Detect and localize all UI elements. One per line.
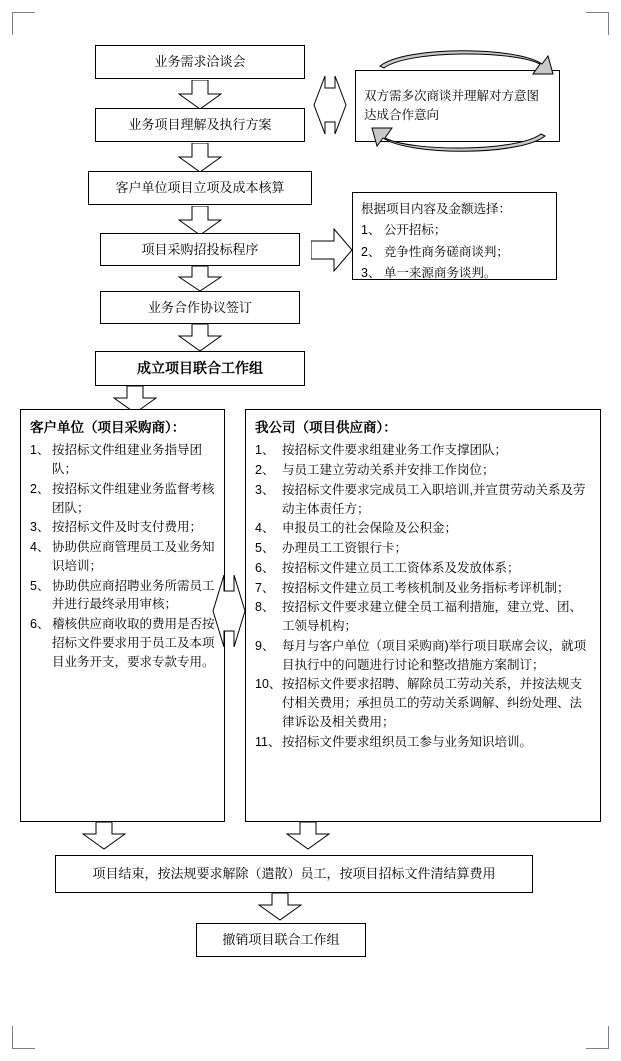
node-bidding-options-note <box>352 192 557 280</box>
node-label: 业务项目理解及执行方案 <box>128 117 272 133</box>
list-item <box>30 518 215 537</box>
list-item-text: 按招标文件要求组织员工参与业务知识培训。 <box>282 734 533 749</box>
node-label: 客户单位项目立项及成本核算 <box>115 180 285 196</box>
list-item-text: 按招标文件建立员工考核机制及业务指标考评机制； <box>282 580 570 595</box>
list-item <box>255 733 591 752</box>
arrow-down-1 <box>178 80 222 110</box>
list-item-number: 5、 <box>255 541 275 555</box>
list-item-text: 每月与客户单位（项目采购商)举行项目联席会议，就项目执行中的问题进行讨论和整改措施方案制订； <box>282 638 587 672</box>
list-item-text: 协助供应商管理员工及业务知识培训； <box>52 540 215 573</box>
node-procurement-bidding-process <box>100 233 300 266</box>
list-item-text: 按招标文件要求招聘、解除员工劳动关系，并按法规支付相关费用；承担员工的劳动关系调解、纠纷处理、法律诉讼及相关费用； <box>282 677 583 729</box>
list-item <box>255 441 591 460</box>
crop-mark-top-right <box>586 12 609 35</box>
list-item-number: 7、 <box>255 580 275 595</box>
list-item-number: 1、 <box>255 443 275 458</box>
list-item <box>255 539 591 558</box>
list-item-text: 协助供应商招聘业务所需员工并进行最终录用审核； <box>52 578 215 612</box>
list-item <box>255 481 591 519</box>
list-item <box>255 519 591 538</box>
list-item-number: 4、 <box>255 521 275 536</box>
arrow-down-2 <box>178 143 222 173</box>
list-item-text: 按招标文件要求完成员工入职培训,并宣贯劳动关系及劳动主体责任方； <box>282 482 586 516</box>
list-item-text: 与员工建立劳动关系并安排工作岗位； <box>282 463 495 477</box>
node-project-end-settlement <box>55 855 533 893</box>
node-dissolve-joint-working-group <box>196 923 366 957</box>
client-responsibility-list <box>30 441 215 671</box>
list-item <box>255 579 591 598</box>
node-label: 成立项目联合工作组 <box>137 360 263 376</box>
list-item <box>255 675 591 731</box>
list-item <box>255 637 591 675</box>
arrow-down-right-panel <box>286 822 330 850</box>
list-item <box>30 480 215 518</box>
list-item-text: 办理员工工资银行卡； <box>282 541 408 555</box>
list-item-number: 2、 <box>255 463 275 477</box>
list-item <box>30 615 215 671</box>
arrow-down-left-panel <box>82 822 126 850</box>
supplier-responsibility-list <box>255 441 591 751</box>
list-item-text: 按招标文件要求建立健全员工福利措施，建立党、团、工领导机构； <box>282 600 583 633</box>
list-item-number: 3、 <box>30 520 50 535</box>
crop-mark-bottom-right <box>586 1026 609 1049</box>
list-item-text: 按招标文件组建业务指导团队； <box>52 443 203 476</box>
loop-arrows-icon <box>350 38 575 164</box>
panel-client-responsibilities <box>20 409 225 822</box>
bid-note-item-3: 3、 单一来源商务谈判。 <box>361 265 497 280</box>
double-arrow-horizontal-1 <box>313 76 347 134</box>
list-item-number: 10、 <box>255 677 282 692</box>
list-item-text: 稽核供应商收取的费用是否按招标文件要求用于员工及本项目业务开支，要求专款专用。 <box>52 617 215 669</box>
node-label: 项目结束，按法规要求解除（遣散）员工，按项目招标文件清结算费用 <box>92 866 496 882</box>
arrow-right-bid-note <box>311 228 353 272</box>
list-item-number: 2、 <box>30 481 50 496</box>
arrow-down-5 <box>178 324 222 352</box>
bid-note-item-1: 1、 公开招标； <box>361 223 447 238</box>
list-item-number: 4、 <box>30 540 50 554</box>
list-item-number: 9、 <box>255 638 275 653</box>
node-label: 业务合作协议签订 <box>147 299 252 315</box>
arrow-down-3 <box>178 206 222 236</box>
node-project-understanding-plan <box>95 108 305 142</box>
list-item <box>255 461 591 480</box>
list-item-text: 申报员工的社会保险及公积金； <box>282 521 458 536</box>
node-label: 撤销项目联合工作组 <box>222 932 340 948</box>
list-item <box>30 441 215 479</box>
list-item-text: 按招标文件建立员工工资体系及发放体系； <box>282 560 520 575</box>
node-business-requirement-meeting <box>95 45 305 79</box>
list-item-text: 按招标文件及时支付费用； <box>52 520 203 535</box>
list-item-number: 6、 <box>255 560 275 575</box>
crop-mark-top-left <box>12 12 35 35</box>
list-item-number: 8、 <box>255 600 275 615</box>
node-cooperation-agreement-signing <box>100 291 300 324</box>
list-item-text: 按招标文件组建业务监督考核团队； <box>52 481 215 515</box>
list-item-number: 1、 <box>30 443 50 458</box>
double-arrow-horizontal-2 <box>212 575 246 647</box>
list-item <box>255 559 591 578</box>
bid-note-heading: 根据项目内容及金额选择： <box>361 202 512 216</box>
node-establish-joint-working-group <box>95 351 305 386</box>
crop-mark-bottom-left <box>12 1026 35 1049</box>
loop-note-text: 双方需多次商谈并理解对方意图达成合作意向 <box>364 89 540 122</box>
list-item-number: 3、 <box>255 482 275 497</box>
arrow-down-4 <box>178 266 222 292</box>
panel-title: 客户单位（项目采购商）： <box>30 420 186 435</box>
list-item <box>30 538 215 576</box>
list-item <box>30 577 215 615</box>
node-client-project-setup-cost <box>88 171 312 205</box>
list-item-text: 按招标文件要求组建业务工作支撑团队； <box>282 443 508 458</box>
node-label: 业务需求洽谈会 <box>154 54 246 70</box>
list-item-number: 11、 <box>255 734 281 749</box>
list-item-number: 6、 <box>30 617 50 631</box>
arrow-down-7 <box>258 893 302 921</box>
panel-supplier-responsibilities <box>245 409 601 822</box>
node-label: 项目采购招投标程序 <box>141 241 259 257</box>
bid-note-item-2: 2、 竞争性商务磋商谈判； <box>361 244 509 259</box>
list-item <box>255 598 591 636</box>
panel-title: 我公司（项目供应商）： <box>255 420 397 435</box>
list-item-number: 5、 <box>30 578 50 593</box>
